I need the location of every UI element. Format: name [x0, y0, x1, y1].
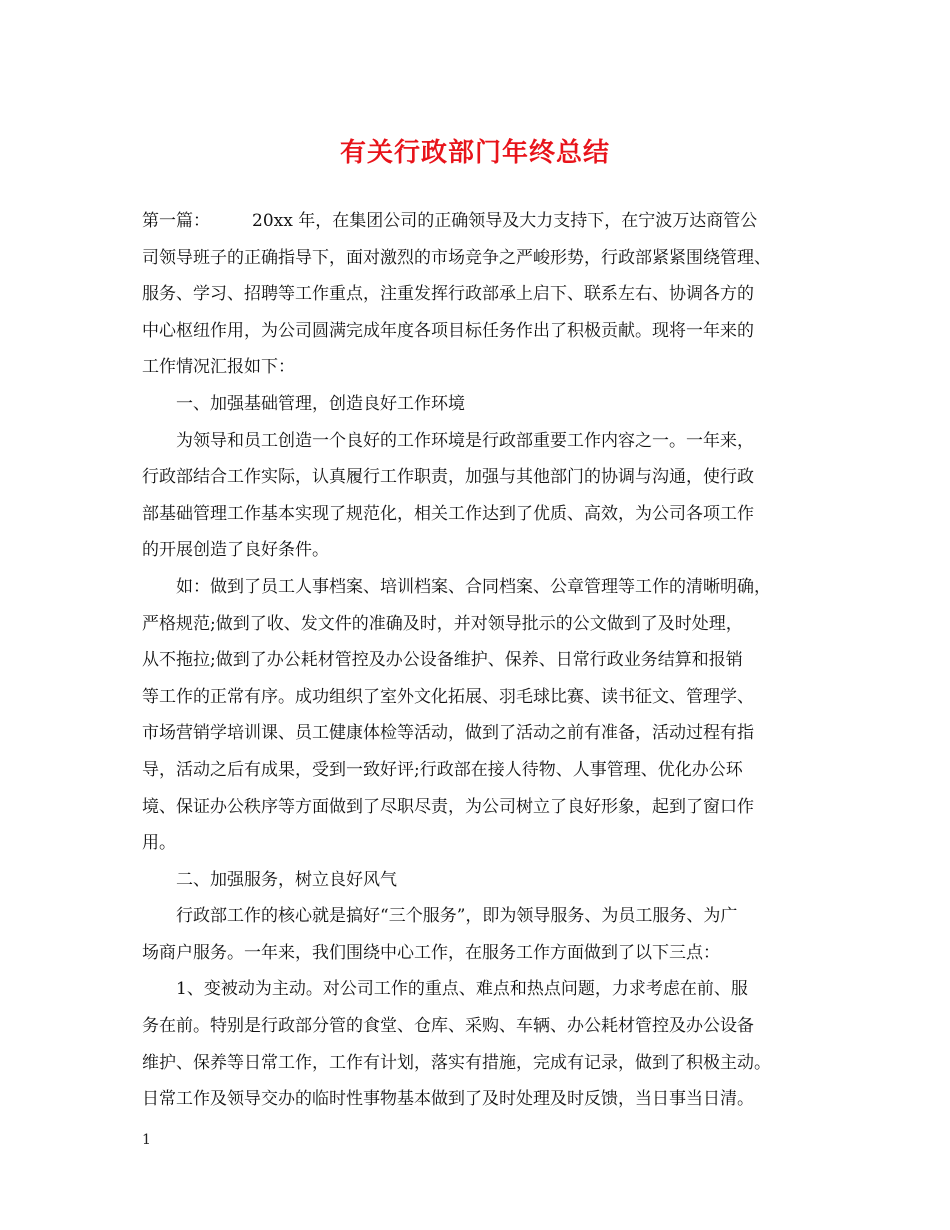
body-line: 等工作的正常有序。成功组织了室外文化拓展、羽毛球比赛、读书征文、管理学、 — [142, 686, 754, 707]
body-line: 1、变被动为主动。对公司工作的重点、难点和热点问题，力求考虑在前、服 — [176, 979, 748, 1000]
body-line: 导，活动之后有成果，受到一致好评;行政部在接人待物、人事管理、优化办公环 — [142, 759, 743, 780]
body-line: 部基础管理工作基本实现了规范化，相关工作达到了优质、高效，为公司各项工作 — [142, 503, 754, 524]
body-line: 务在前。特别是行政部分管的食堂、仓库、采购、车辆、办公耗材管控及办公设备 — [142, 1016, 754, 1037]
body-line: 的开展创造了良好条件。 — [142, 540, 329, 561]
body-line — [142, 203, 822, 240]
body-line: 工作情况汇报如下： — [142, 357, 295, 378]
document-body — [142, 203, 822, 1118]
body-line: 司领导班子的正确指导下，面对激烈的市场竞争之严峻形势，行政部紧紧围绕管理、 — [142, 247, 771, 268]
section-heading: 一、加强基础管理，创造良好工作环境 — [176, 393, 465, 414]
body-line: 市场营销学培训课、员工健康体检等活动，做到了活动之前有准备，活动过程有指 — [142, 723, 754, 744]
body-line: 为领导和员工创造一个良好的工作环境是行政部重要工作内容之一。一年来， — [176, 430, 754, 451]
body-line: 如：做到了员工人事档案、培训档案、合同档案、公章管理等工作的清晰明确， — [176, 576, 771, 597]
body-line: 维护、保养等日常工作，工作有计划，落实有措施，完成有记录，做到了积极主动。 — [142, 1052, 771, 1073]
page-number: 1 — [142, 1132, 151, 1148]
body-line: 服务、学习、招聘等工作重点，注重发挥行政部承上启下、联系左右、协调各方的 — [142, 284, 754, 305]
body-line: 严格规范;做到了收、发文件的准确及时，并对领导批示的公文做到了及时处理， — [142, 613, 743, 634]
body-line: 从不拖拉;做到了办公耗材管控及办公设备维护、保养、日常行政业务结算和报销 — [142, 650, 743, 671]
body-line: 行政部结合工作实际，认真履行工作职责，加强与其他部门的协调与沟通，使行政 — [142, 467, 754, 488]
body-line: 境、保证办公秩序等方面做到了尽职尽责，为公司树立了良好形象，起到了窗口作 — [142, 796, 754, 817]
body-line: 用。 — [142, 833, 176, 854]
body-line: 中心枢纽作用，为公司圆满完成年度各项目标任务作出了积极贡献。现将一年来的 — [142, 320, 754, 341]
section-heading: 二、加强服务，树立良好风气 — [176, 869, 397, 890]
body-line: 行政部工作的核心就是搞好“三个服务”，即为领导服务、为员工服务、为广 — [176, 906, 738, 927]
document-title: 有关行政部门年终总结 — [339, 138, 610, 168]
body-text: 20xx 年，在集团公司的正确领导及大力支持下，在宁波万达商管公 — [252, 211, 758, 231]
section-label: 第一篇： — [142, 211, 210, 231]
body-line: 场商户服务。一年来，我们围绕中心工作，在服务工作方面做到了以下三点： — [142, 942, 720, 963]
body-line: 日常工作及领导交办的临时性事物基本做到了及时处理及时反馈，当日事当日清。 — [142, 1089, 754, 1110]
